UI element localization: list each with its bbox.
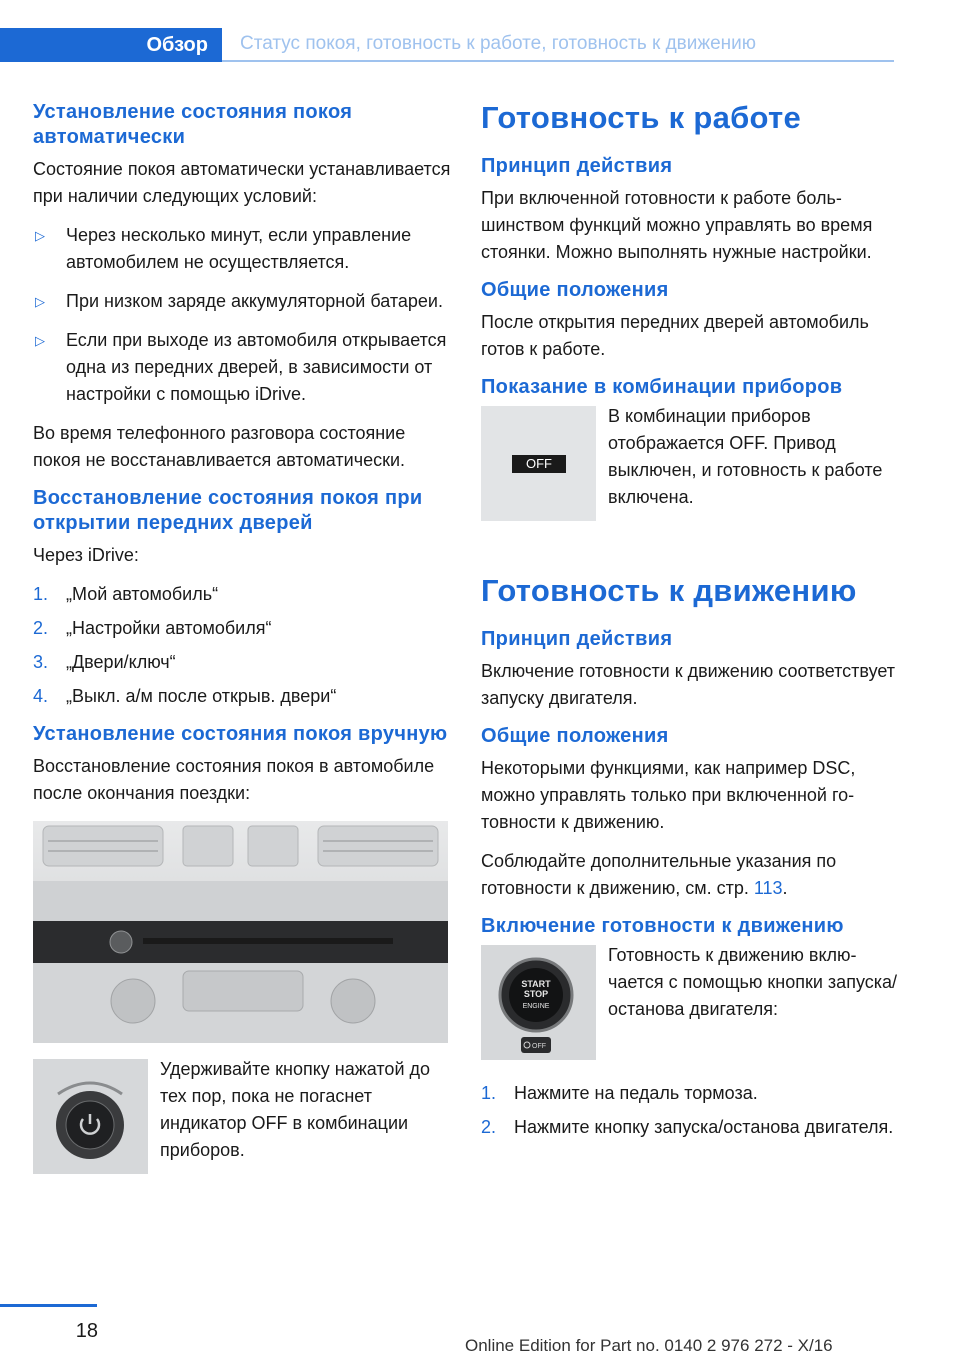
start-stop-illustration [481,945,596,1060]
center-console-image [33,821,448,1043]
triangle-bullet-icon: ▷ [35,333,45,348]
off-small-label: OFF [532,1043,546,1050]
list-item: ▷ Через несколько минут, если управление автомобилем не осуществляется. [33,222,453,276]
subheading-instrument-display: Показание в комбинации приборов [481,376,843,398]
condition-list [33,222,453,408]
instrument-off-image [481,406,596,521]
paragraph-with-link: Соблюдайте дополнительные указания по готовности к движению, см. стр. 113. [481,851,837,898]
footer-rule [0,1304,97,1307]
left-column [33,100,453,1184]
subheading-principle: Принцип действия [481,155,673,177]
page-link[interactable]: 113 [753,878,783,898]
figure-caption: Готовность к движению включается с помощью кнопки запуска/останова двигателя: [608,945,898,1019]
center-console-illustration [33,821,448,1043]
figure-caption: В комбинации приборов отображается OFF. Привод выключен, и готовность к работе включена. [608,406,883,507]
figure-with-text [481,406,901,521]
paragraph: После открытия передних дверей автомобиль готов к работе. [481,312,869,359]
start-label: START [521,979,551,989]
section-title-restore-standby: Восстановление состояния покоя при открытии передних дверей [33,487,423,534]
off-indicator: OFF [512,455,566,473]
list-item: ▷ При низком заряде аккумуляторной батареи. [33,288,453,315]
figure-caption: Удерживайте кнопку нажатой до тех пор, пока не погаснет индикатор OFF в комбинации приборов. [160,1059,431,1160]
edition-note: Online Edition for Part no. 0140 2 976 272 - X/16 [465,1336,833,1355]
list-item: 4. „Выкл. а/м после открыв. двери“ [33,686,337,706]
section-title-manual-standby: Установление состояния покоя вручную [33,723,448,745]
power-button-illustration [33,1059,148,1174]
list-item: 3. „Двери/ключ“ [33,652,176,672]
subheading-enable-drive: Включение готовности к движению [481,915,844,937]
subheading-general: Общие положения [481,279,669,301]
paragraph: Во время телефонного разговора состояние покоя не восстанавливается автоматически. [33,423,406,470]
paragraph: Через iDrive: [33,545,139,565]
start-stop-image [481,945,596,1060]
list-item: 2. Нажмите кнопку запуска/останова двигателя. [481,1117,894,1137]
figure-with-text [33,1059,453,1174]
list-item: ▷ Если при выходе из автомобиля открывается одна из передних дверей, в зависимости от настройки с помощью iDrive. [33,327,453,408]
step-list [33,581,453,710]
breadcrumb[interactable]: Статус покоя, готовность к работе, готовность к движению [222,28,894,62]
paragraph: При включенной готовности к работе большинством функций можно управлять во время стоянки. Можно выполнять нужные настройки. [481,188,873,262]
triangle-bullet-icon: ▷ [35,228,45,243]
stop-label: STOP [523,989,549,999]
engine-label: ENGINE [522,1003,550,1010]
paragraph: Некоторыми функциями, как например DSC, можно управлять только при включенной готовности к движению. [481,758,856,832]
list-item: 1. „Мой автомобиль“ [33,584,219,604]
subheading-general: Общие положения [481,725,669,747]
section-title-auto-standby: Установление состояния покоя автоматически [33,101,353,148]
paragraph: Состояние покоя автоматически устанавливается при наличии следующих условий: [33,159,451,206]
list-item: 1. Нажмите на педаль тормоза. [481,1083,758,1103]
heading-ready-to-work: Готовность к работе [481,100,802,135]
header-bar [0,28,894,62]
paragraph: Включение готовности к движению соответствует запуску двигателя. [481,661,896,708]
figure-with-text [481,945,901,1060]
tab-overview[interactable]: Обзор [0,28,222,62]
page-number: 18 [75,1320,98,1342]
list-item: 2. „Настройки автомобиля“ [33,618,272,638]
paragraph: Восстановление состояния покоя в автомобиле после окончания поездки: [33,756,435,803]
triangle-bullet-icon: ▷ [35,294,45,309]
right-column [481,100,901,1153]
subheading-principle: Принцип действия [481,628,673,650]
step-list [481,1080,901,1141]
standby-button-image [33,1059,148,1174]
heading-ready-to-drive: Готовность к движению [481,573,857,608]
